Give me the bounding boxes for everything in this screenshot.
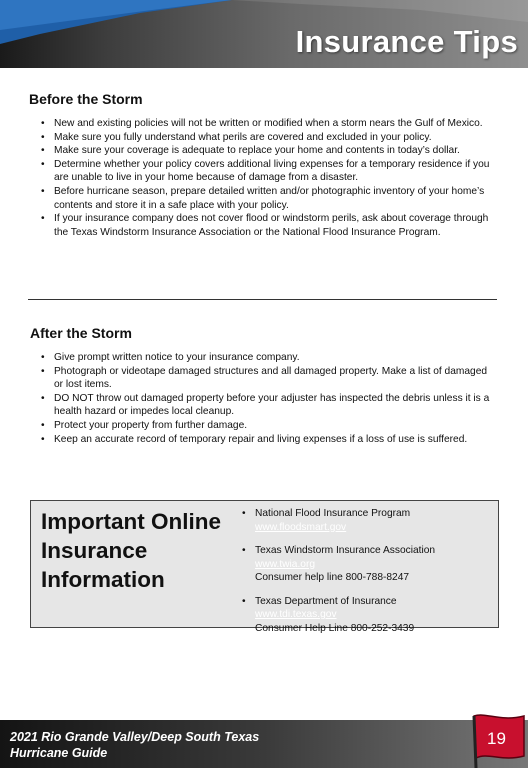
guide-title: [10, 729, 259, 761]
guide-title-line2: Hurricane Guide: [10, 746, 108, 760]
help-line: Consumer Help Line 800-252-3439: [255, 622, 415, 634]
list-item: • Make sure you fully understand what perils are covered and excluded in your policy.: [41, 131, 501, 145]
list-item: • New and existing policies will not be written or modified when a storm nears the Gulf of Mexico.: [41, 117, 501, 131]
section-divider: [28, 299, 497, 300]
list-item: • Give prompt written notice to your insurance company.: [41, 351, 493, 365]
before-storm-heading: Before the Storm: [29, 91, 143, 107]
list-item: [242, 507, 492, 534]
list-item: • Before hurricane season, prepare detailed written and/or photographic inventory of your home’s contents and store it in a safe place with your policy.: [41, 185, 501, 212]
organization-name: • Texas Department of Insurance: [255, 595, 397, 607]
list-item: [242, 595, 492, 636]
list-item: • Photograph or videotape damaged structures and all damaged property. Make a list of damaged or lost items.: [41, 365, 493, 392]
page-title: Insurance Tips: [295, 24, 518, 59]
info-box-title: Important Online Insurance Information: [41, 509, 221, 592]
before-storm-list: [41, 117, 501, 239]
after-storm-list: [41, 351, 493, 446]
list-item: • If your insurance company does not cover flood or windstorm perils, ask about coverage through the Texas Windstorm Insurance Association or the National Flood Insurance Program.: [41, 212, 501, 239]
insurance-info-box: [30, 500, 499, 634]
tdi-link[interactable]: www.tdi.texas.gov: [255, 609, 337, 620]
list-item: • Keep an accurate record of temporary repair and living expenses if a loss of use is suffered.: [41, 433, 493, 447]
insurance-links-list: [242, 507, 492, 645]
guide-title-line1: 2021 Rio Grande Valley/Deep South Texas: [10, 730, 260, 744]
list-item: • Determine whether your policy covers additional living expenses for a temporary residence if you are unable to live in your home because of damage from a disaster.: [41, 158, 501, 185]
twia-link[interactable]: www.twia.org: [255, 558, 316, 570]
header-banner: [0, 0, 528, 68]
list-item: • Make sure your coverage is adequate to replace your home and contents in today’s dollar.: [41, 144, 501, 158]
page-number: 19: [487, 729, 506, 748]
after-storm-heading: After the Storm: [30, 325, 132, 341]
list-item: • Protect your property from further damage.: [41, 419, 493, 433]
organization-name: • National Flood Insurance Program: [255, 508, 411, 519]
list-item: • DO NOT throw out damaged property before your adjuster has inspected the debris unless it is a health hazard or impedes local cleanup.: [41, 392, 493, 419]
organization-name: • Texas Windstorm Insurance Association: [255, 545, 436, 556]
list-item: [242, 544, 492, 585]
footer-bar: [0, 720, 528, 768]
help-line: Consumer help line 800-788-8247: [255, 572, 410, 583]
nfip-link[interactable]: www.floodsmart.gov: [255, 521, 347, 533]
